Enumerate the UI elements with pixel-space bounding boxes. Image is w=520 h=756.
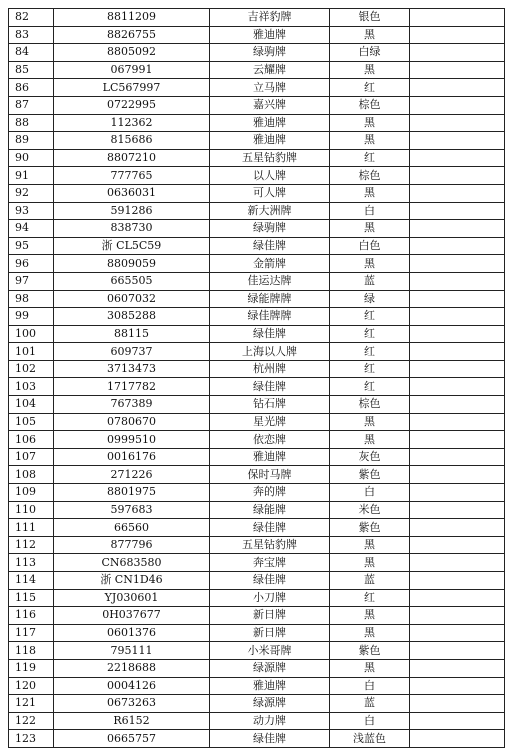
plate-number-cell: 8811209 — [54, 9, 210, 27]
color-cell: 灰色 — [330, 448, 410, 466]
brand-cell: 云耀牌 — [210, 61, 330, 79]
color-cell: 白 — [330, 712, 410, 730]
color-cell: 紫色 — [330, 466, 410, 484]
table-row — [9, 659, 505, 677]
empty-cell — [410, 255, 505, 273]
row-number-cell: 119 — [9, 659, 54, 677]
brand-cell: 绿佳牌 — [210, 730, 330, 748]
table-row — [9, 448, 505, 466]
row-number-cell: 91 — [9, 167, 54, 185]
row-number-cell: 96 — [9, 255, 54, 273]
empty-cell — [410, 9, 505, 27]
brand-cell: 立马牌 — [210, 79, 330, 97]
brand-cell: 绿佳牌牌 — [210, 308, 330, 326]
brand-cell: 以人牌 — [210, 167, 330, 185]
empty-cell — [410, 61, 505, 79]
plate-number-cell: 591286 — [54, 202, 210, 220]
row-number-cell: 114 — [9, 572, 54, 590]
brand-cell: 五星钻豹牌 — [210, 536, 330, 554]
color-cell: 黑 — [330, 184, 410, 202]
empty-cell — [410, 26, 505, 44]
table-row — [9, 572, 505, 590]
plate-number-cell: 0016176 — [54, 448, 210, 466]
empty-cell — [410, 290, 505, 308]
empty-cell — [410, 220, 505, 238]
row-number-cell: 109 — [9, 484, 54, 502]
empty-cell — [410, 466, 505, 484]
plate-number-cell: 8826755 — [54, 26, 210, 44]
empty-cell — [410, 114, 505, 132]
color-cell: 黑 — [330, 536, 410, 554]
brand-cell: 绿佳牌 — [210, 572, 330, 590]
color-cell: 红 — [330, 343, 410, 361]
table-row — [9, 184, 505, 202]
row-number-cell: 111 — [9, 519, 54, 537]
brand-cell: 雅迪牌 — [210, 114, 330, 132]
plate-number-cell: 271226 — [54, 466, 210, 484]
row-number-cell: 121 — [9, 695, 54, 713]
brand-cell: 绿能牌 — [210, 501, 330, 519]
table-row — [9, 501, 505, 519]
empty-cell — [410, 378, 505, 396]
table-row — [9, 237, 505, 255]
plate-number-cell: 877796 — [54, 536, 210, 554]
plate-number-cell: 0H037677 — [54, 607, 210, 625]
color-cell: 米色 — [330, 501, 410, 519]
color-cell: 黑 — [330, 431, 410, 449]
table-row — [9, 343, 505, 361]
row-number-cell: 102 — [9, 360, 54, 378]
table-row — [9, 712, 505, 730]
brand-cell: 新大洲牌 — [210, 202, 330, 220]
color-cell: 蓝 — [330, 695, 410, 713]
empty-cell — [410, 695, 505, 713]
table-row — [9, 96, 505, 114]
table-row — [9, 431, 505, 449]
brand-cell: 新日牌 — [210, 624, 330, 642]
color-cell: 红 — [330, 308, 410, 326]
row-number-cell: 112 — [9, 536, 54, 554]
row-number-cell: 115 — [9, 589, 54, 607]
color-cell: 黑 — [330, 255, 410, 273]
plate-number-cell: 8807210 — [54, 149, 210, 167]
brand-cell: 绿源牌 — [210, 695, 330, 713]
row-number-cell: 97 — [9, 272, 54, 290]
plate-number-cell: 0607032 — [54, 290, 210, 308]
plate-number-cell: 8805092 — [54, 44, 210, 62]
empty-cell — [410, 448, 505, 466]
row-number-cell: 83 — [9, 26, 54, 44]
plate-number-cell: 0665757 — [54, 730, 210, 748]
color-cell: 黑 — [330, 132, 410, 150]
empty-cell — [410, 572, 505, 590]
table-row — [9, 149, 505, 167]
color-cell: 红 — [330, 79, 410, 97]
plate-number-cell: R6152 — [54, 712, 210, 730]
plate-number-cell: CN683580 — [54, 554, 210, 572]
brand-cell: 金箭牌 — [210, 255, 330, 273]
empty-cell — [410, 132, 505, 150]
table-row — [9, 220, 505, 238]
color-cell: 红 — [330, 378, 410, 396]
color-cell: 棕色 — [330, 96, 410, 114]
plate-number-cell: 0673263 — [54, 695, 210, 713]
brand-cell: 五星钻豹牌 — [210, 149, 330, 167]
empty-cell — [410, 44, 505, 62]
row-number-cell: 98 — [9, 290, 54, 308]
color-cell: 黑 — [330, 26, 410, 44]
empty-cell — [410, 202, 505, 220]
brand-cell: 星光牌 — [210, 413, 330, 431]
color-cell: 红 — [330, 325, 410, 343]
color-cell: 红 — [330, 360, 410, 378]
plate-number-cell: 88115 — [54, 325, 210, 343]
plate-number-cell: 597683 — [54, 501, 210, 519]
empty-cell — [410, 501, 505, 519]
plate-number-cell: 0999510 — [54, 431, 210, 449]
empty-cell — [410, 589, 505, 607]
brand-cell: 绿驹牌 — [210, 220, 330, 238]
table-body — [9, 9, 505, 748]
row-number-cell: 95 — [9, 237, 54, 255]
brand-cell: 绿佳牌 — [210, 519, 330, 537]
table-row — [9, 167, 505, 185]
row-number-cell: 87 — [9, 96, 54, 114]
table-row — [9, 519, 505, 537]
brand-cell: 雅迪牌 — [210, 132, 330, 150]
brand-cell: 保时马牌 — [210, 466, 330, 484]
table-row — [9, 607, 505, 625]
brand-cell: 可人牌 — [210, 184, 330, 202]
row-number-cell: 116 — [9, 607, 54, 625]
color-cell: 棕色 — [330, 167, 410, 185]
brand-cell: 小米哥牌 — [210, 642, 330, 660]
row-number-cell: 103 — [9, 378, 54, 396]
plate-number-cell: 665505 — [54, 272, 210, 290]
color-cell: 红 — [330, 149, 410, 167]
table-row — [9, 554, 505, 572]
row-number-cell: 90 — [9, 149, 54, 167]
table-row — [9, 466, 505, 484]
color-cell: 棕色 — [330, 396, 410, 414]
brand-cell: 奔的牌 — [210, 484, 330, 502]
table-row — [9, 589, 505, 607]
plate-number-cell: 8801975 — [54, 484, 210, 502]
plate-number-cell: 1717782 — [54, 378, 210, 396]
empty-cell — [410, 712, 505, 730]
plate-number-cell: 66560 — [54, 519, 210, 537]
table-row — [9, 290, 505, 308]
table-row — [9, 325, 505, 343]
row-number-cell: 99 — [9, 308, 54, 326]
color-cell: 紫色 — [330, 519, 410, 537]
table-row — [9, 642, 505, 660]
brand-cell: 绿源牌 — [210, 659, 330, 677]
color-cell: 红 — [330, 589, 410, 607]
vehicle-table — [8, 8, 505, 748]
table-row — [9, 536, 505, 554]
row-number-cell: 92 — [9, 184, 54, 202]
empty-cell — [410, 237, 505, 255]
plate-number-cell: 0004126 — [54, 677, 210, 695]
brand-cell: 新日牌 — [210, 607, 330, 625]
table-row — [9, 44, 505, 62]
color-cell: 蓝 — [330, 272, 410, 290]
row-number-cell: 89 — [9, 132, 54, 150]
empty-cell — [410, 96, 505, 114]
row-number-cell: 120 — [9, 677, 54, 695]
row-number-cell: 123 — [9, 730, 54, 748]
table-row — [9, 61, 505, 79]
row-number-cell: 105 — [9, 413, 54, 431]
color-cell: 黑 — [330, 61, 410, 79]
plate-number-cell: 0780670 — [54, 413, 210, 431]
row-number-cell: 100 — [9, 325, 54, 343]
color-cell: 银色 — [330, 9, 410, 27]
plate-number-cell: 795111 — [54, 642, 210, 660]
table-row — [9, 730, 505, 748]
table-row — [9, 695, 505, 713]
row-number-cell: 118 — [9, 642, 54, 660]
brand-cell: 绿佳牌 — [210, 378, 330, 396]
empty-cell — [410, 431, 505, 449]
row-number-cell: 117 — [9, 624, 54, 642]
plate-number-cell: YJ030601 — [54, 589, 210, 607]
empty-cell — [410, 624, 505, 642]
brand-cell: 奔宝牌 — [210, 554, 330, 572]
plate-number-cell: 815686 — [54, 132, 210, 150]
table-row — [9, 26, 505, 44]
plate-number-cell: LC567997 — [54, 79, 210, 97]
empty-cell — [410, 659, 505, 677]
row-number-cell: 85 — [9, 61, 54, 79]
plate-number-cell: 2218688 — [54, 659, 210, 677]
plate-number-cell: 浙 CN1D46 — [54, 572, 210, 590]
table-row — [9, 132, 505, 150]
row-number-cell: 122 — [9, 712, 54, 730]
row-number-cell: 94 — [9, 220, 54, 238]
table-row — [9, 308, 505, 326]
row-number-cell: 106 — [9, 431, 54, 449]
plate-number-cell: 767389 — [54, 396, 210, 414]
plate-number-cell: 浙 CL5C59 — [54, 237, 210, 255]
empty-cell — [410, 484, 505, 502]
brand-cell: 杭州牌 — [210, 360, 330, 378]
empty-cell — [410, 554, 505, 572]
empty-cell — [410, 413, 505, 431]
brand-cell: 上海以人牌 — [210, 343, 330, 361]
row-number-cell: 93 — [9, 202, 54, 220]
empty-cell — [410, 325, 505, 343]
row-number-cell: 107 — [9, 448, 54, 466]
brand-cell: 绿驹牌 — [210, 44, 330, 62]
brand-cell: 雅迪牌 — [210, 448, 330, 466]
empty-cell — [410, 607, 505, 625]
brand-cell: 小刀牌 — [210, 589, 330, 607]
plate-number-cell: 0722995 — [54, 96, 210, 114]
color-cell: 浅蓝色 — [330, 730, 410, 748]
brand-cell: 嘉兴牌 — [210, 96, 330, 114]
empty-cell — [410, 308, 505, 326]
row-number-cell: 101 — [9, 343, 54, 361]
empty-cell — [410, 536, 505, 554]
table-row — [9, 255, 505, 273]
color-cell: 白 — [330, 484, 410, 502]
color-cell: 黑 — [330, 607, 410, 625]
plate-number-cell: 838730 — [54, 220, 210, 238]
plate-number-cell: 777765 — [54, 167, 210, 185]
empty-cell — [410, 730, 505, 748]
brand-cell: 雅迪牌 — [210, 677, 330, 695]
plate-number-cell: 609737 — [54, 343, 210, 361]
empty-cell — [410, 79, 505, 97]
table-row — [9, 677, 505, 695]
table-row — [9, 272, 505, 290]
row-number-cell: 104 — [9, 396, 54, 414]
color-cell: 黑 — [330, 413, 410, 431]
color-cell: 黑 — [330, 659, 410, 677]
empty-cell — [410, 677, 505, 695]
color-cell: 白 — [330, 677, 410, 695]
color-cell: 白色 — [330, 237, 410, 255]
row-number-cell: 110 — [9, 501, 54, 519]
brand-cell: 绿佳牌 — [210, 237, 330, 255]
plate-number-cell: 3713473 — [54, 360, 210, 378]
color-cell: 紫色 — [330, 642, 410, 660]
empty-cell — [410, 167, 505, 185]
brand-cell: 雅迪牌 — [210, 26, 330, 44]
empty-cell — [410, 149, 505, 167]
table-row — [9, 378, 505, 396]
row-number-cell: 84 — [9, 44, 54, 62]
table-row — [9, 624, 505, 642]
table-row — [9, 360, 505, 378]
color-cell: 黑 — [330, 114, 410, 132]
empty-cell — [410, 360, 505, 378]
empty-cell — [410, 396, 505, 414]
empty-cell — [410, 343, 505, 361]
color-cell: 黑 — [330, 624, 410, 642]
table-row — [9, 9, 505, 27]
plate-number-cell: 0601376 — [54, 624, 210, 642]
row-number-cell: 88 — [9, 114, 54, 132]
table-row — [9, 202, 505, 220]
row-number-cell: 108 — [9, 466, 54, 484]
brand-cell: 佳运达牌 — [210, 272, 330, 290]
table-row — [9, 114, 505, 132]
table-row — [9, 484, 505, 502]
brand-cell: 吉祥豹牌 — [210, 9, 330, 27]
table-row — [9, 79, 505, 97]
color-cell: 白绿 — [330, 44, 410, 62]
plate-number-cell: 0636031 — [54, 184, 210, 202]
table-row — [9, 413, 505, 431]
plate-number-cell: 067991 — [54, 61, 210, 79]
empty-cell — [410, 642, 505, 660]
color-cell: 黑 — [330, 220, 410, 238]
brand-cell: 动力牌 — [210, 712, 330, 730]
row-number-cell: 113 — [9, 554, 54, 572]
brand-cell: 依恋牌 — [210, 431, 330, 449]
brand-cell: 绿能牌牌 — [210, 290, 330, 308]
plate-number-cell: 112362 — [54, 114, 210, 132]
color-cell: 蓝 — [330, 572, 410, 590]
color-cell: 白 — [330, 202, 410, 220]
color-cell: 绿 — [330, 290, 410, 308]
brand-cell: 钻石牌 — [210, 396, 330, 414]
row-number-cell: 86 — [9, 79, 54, 97]
color-cell: 黑 — [330, 554, 410, 572]
plate-number-cell: 3085288 — [54, 308, 210, 326]
empty-cell — [410, 184, 505, 202]
row-number-cell: 82 — [9, 9, 54, 27]
brand-cell: 绿佳牌 — [210, 325, 330, 343]
table-row — [9, 396, 505, 414]
plate-number-cell: 8809059 — [54, 255, 210, 273]
empty-cell — [410, 272, 505, 290]
empty-cell — [410, 519, 505, 537]
